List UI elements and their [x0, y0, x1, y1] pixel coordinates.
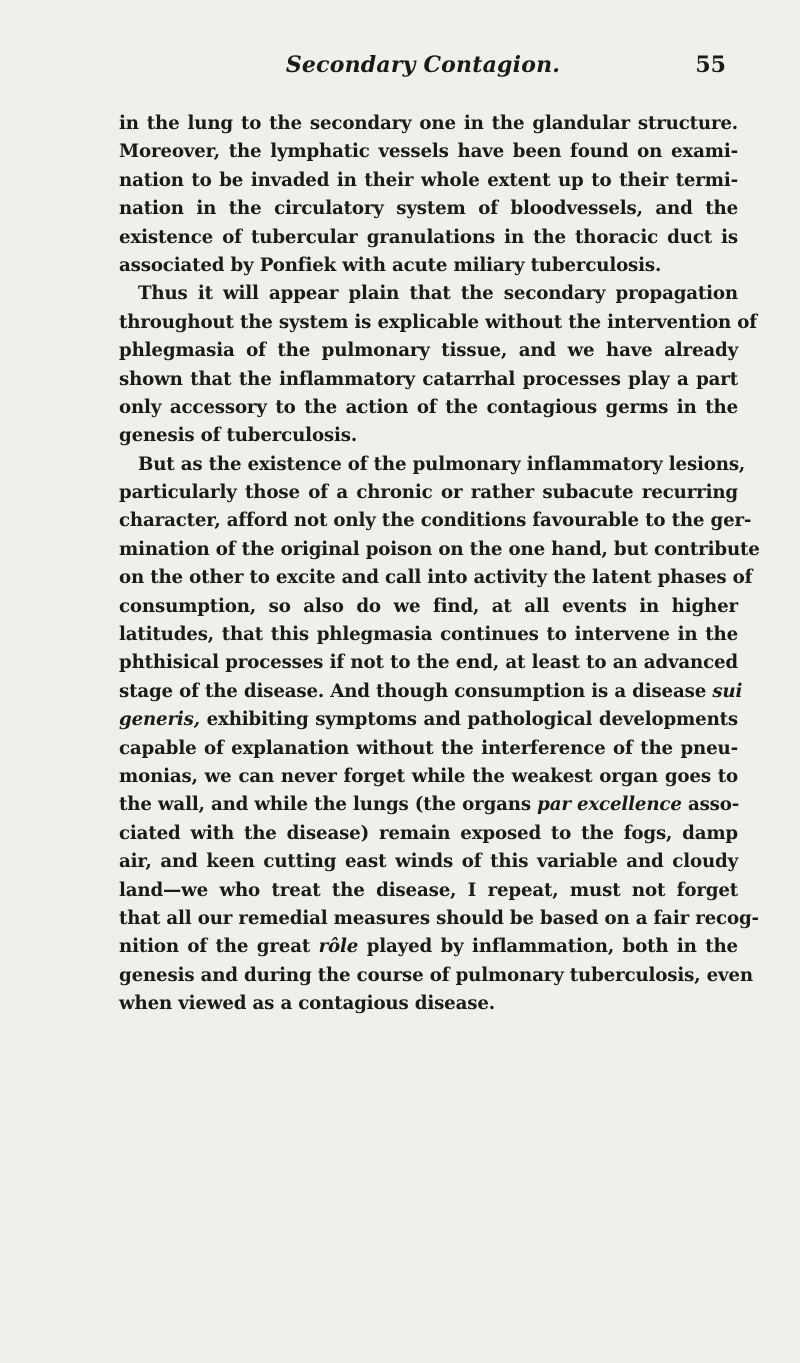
text-segment: consumption, so also do we find, at all events in higher	[119, 595, 738, 617]
text-line	[119, 167, 738, 195]
text-line	[119, 820, 738, 848]
text-segment: the wall, and while the lungs (the organs	[119, 794, 538, 816]
text-segment: nition of the great	[119, 936, 319, 958]
text-line	[119, 962, 753, 990]
text-segment: latitudes, that this phlegmasia continues to intervene in the	[119, 624, 738, 646]
italic-text: sui	[712, 680, 743, 702]
text-line	[119, 252, 738, 280]
text-segment: particularly those of a chronic or rather subacute recurring	[119, 482, 738, 504]
text-line	[119, 706, 738, 734]
body-text	[119, 110, 760, 1019]
text-segment: that all our remedial measures should be based on a fair recog-	[119, 907, 759, 929]
text-segment: existence of tubercular granulations in the thoracic duct is	[119, 226, 738, 248]
text-line	[119, 110, 738, 138]
text-segment: associated by Ponfiek with acute miliary tuberculosis.	[119, 254, 662, 276]
text-line	[119, 138, 738, 166]
text-segment: stage of the disease. And though consumption is a disease	[119, 680, 713, 702]
text-segment: in the lung to the secondary one in the glandular structure.	[119, 113, 738, 134]
text-line	[119, 735, 738, 763]
text-segment: on the other to excite and call into activity the latent phases of	[119, 567, 753, 589]
italic-text: rôle	[318, 936, 359, 958]
text-line	[119, 621, 738, 649]
text-line	[119, 791, 738, 819]
text-line	[119, 451, 746, 479]
text-segment: land—we who treat the disease, I repeat, must not forget	[119, 879, 738, 901]
text-line	[119, 337, 738, 365]
text-line	[119, 507, 752, 535]
text-segment: mination of the original poison on the one hand, but contribute	[119, 538, 760, 560]
text-line	[119, 877, 738, 905]
running-head-title: Secondary Contagion.	[285, 52, 561, 78]
text-segment: only accessory to the action of the contagious germs in the	[119, 396, 738, 418]
text-segment: nation to be invaded in their whole extent up to their termi-	[119, 169, 738, 191]
text-line	[119, 479, 738, 507]
text-segment: Thus it will appear plain that the secondary propagation	[138, 283, 738, 305]
text-line	[119, 366, 738, 394]
text-line	[119, 649, 738, 677]
running-head	[120, 52, 726, 86]
text-line	[119, 536, 760, 564]
text-segment: throughout the system is explicable without the intervention of	[119, 311, 757, 333]
text-segment: played by inflammation, both in the	[358, 936, 738, 958]
text-line	[119, 422, 738, 450]
text-line	[119, 224, 738, 252]
text-segment: genesis and during the course of pulmonary tuberculosis, even	[119, 964, 753, 986]
text-segment: exhibiting symptoms and pathological developments	[199, 709, 738, 731]
text-segment: phlegmasia of the pulmonary tissue, and we have already	[119, 340, 738, 362]
text-line	[119, 593, 738, 621]
text-segment: shown that the inflammatory catarrhal processes play a part	[119, 368, 738, 390]
text-line	[119, 763, 738, 791]
italic-text: par excellence	[537, 794, 682, 816]
text-line	[119, 394, 738, 422]
page-number: 55	[695, 52, 726, 78]
italic-text: generis,	[119, 709, 200, 731]
text-segment: nation in the circulatory system of bloodvessels, and the	[119, 198, 738, 220]
text-line	[119, 564, 753, 592]
text-segment: capable of explanation without the interference of the pneu-	[119, 737, 738, 759]
text-line	[119, 905, 759, 933]
text-segment: monias, we can never forget while the weakest organ goes to	[119, 765, 738, 787]
text-segment: Moreover, the lymphatic vessels have been found on exami-	[119, 141, 738, 163]
text-segment: But as the existence of the pulmonary inflammatory lesions,	[138, 453, 746, 475]
text-segment: genesis of tuberculosis.	[119, 425, 358, 447]
text-line	[119, 678, 743, 706]
text-line	[119, 195, 738, 223]
text-line	[119, 309, 757, 337]
text-segment: air, and keen cutting east winds of this variable and cloudy	[119, 851, 738, 873]
text-segment: character, afford not only the conditions favourable to the ger-	[119, 510, 752, 532]
text-line	[119, 990, 738, 1018]
text-line	[119, 848, 738, 876]
text-segment: phthisical processes if not to the end, at least to an advanced	[119, 652, 738, 674]
text-line	[119, 933, 738, 961]
text-segment: ciated with the disease) remain exposed to the fogs, damp	[119, 822, 738, 844]
text-line	[119, 280, 738, 308]
text-segment: asso-	[681, 794, 740, 816]
text-segment: when viewed as a contagious disease.	[119, 993, 495, 1015]
